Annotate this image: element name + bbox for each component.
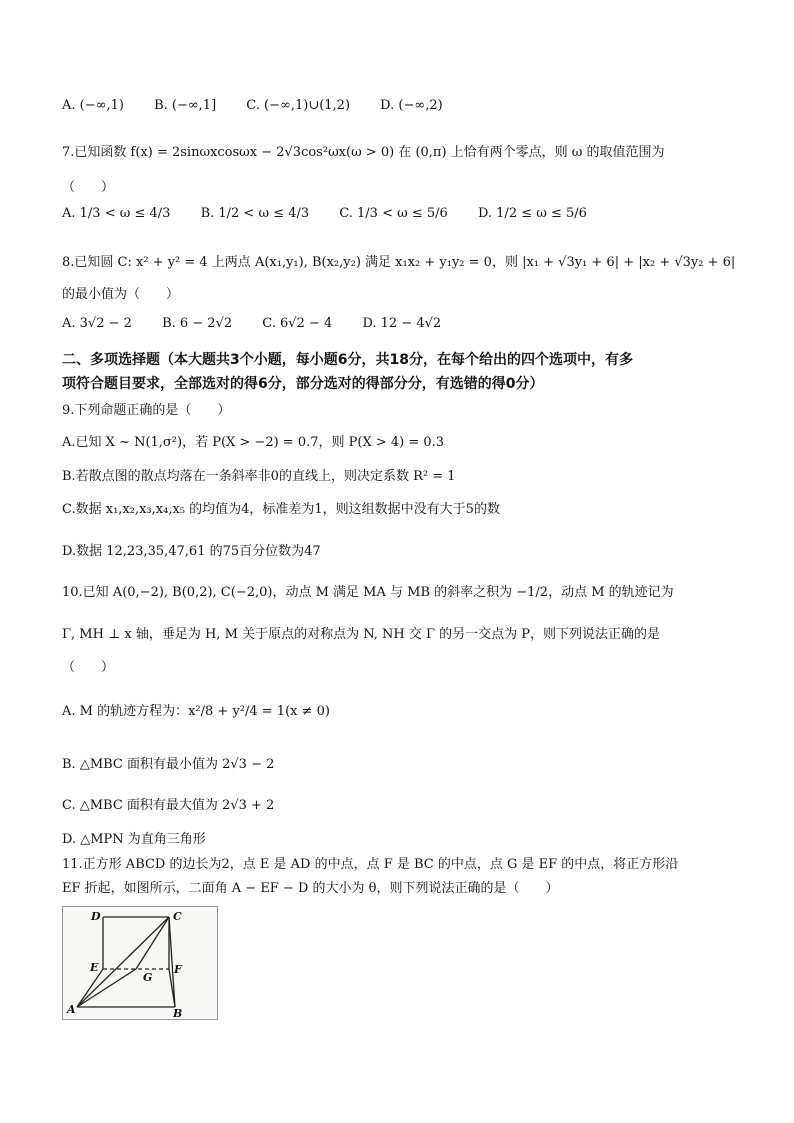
- q7-option-c: C. 1/3 < ω ≤ 5/6: [339, 206, 448, 221]
- q8-stem-2: 的最小值为（ ）: [62, 287, 180, 302]
- q6-options: [62, 98, 469, 113]
- edge-ea: [77, 969, 103, 1007]
- label-b: B: [173, 1007, 183, 1019]
- q7-option-a: A. 1/3 < ω ≤ 4/3: [62, 206, 171, 221]
- q9-option-b: B.若散点图的散点均落在一条斜率非0的直线上，则决定系数 R² = 1: [62, 469, 456, 484]
- q8-option-c: C. 6√2 − 4: [262, 316, 333, 331]
- folded-square-figure: [62, 906, 218, 1020]
- q10-option-b: B. △MBC 面积有最小值为 2√3 − 2: [62, 757, 275, 772]
- q10-stem-2: Γ, MH ⊥ x 轴，垂足为 H, M 关于原点的对称点为 N, NH 交 Γ 的另一交点为 P，则下列说法正确的是: [62, 627, 661, 642]
- label-c: C: [173, 910, 182, 923]
- q9-stem: 9.下列命题正确的是（ ）: [62, 403, 231, 418]
- q9-option-d: D.数据 12,23,35,47,61 的75百分位数为47: [62, 544, 321, 559]
- q8-option-b: B. 6 − 2√2: [162, 316, 233, 331]
- q7-stem: 7.已知函数 f(x) = 2sinωxcosωx − 2√3cos²ωx(ω > 0) 在 (0,π) 上恰有两个零点，则 ω 的取值范围为: [62, 145, 665, 160]
- q6-option-b: B. (−∞,1]: [154, 98, 217, 113]
- q9-option-c: C.数据 x₁,x₂,x₃,x₄,x₅ 的均值为4，标准差为1，则这组数据中没有大于5的数: [62, 502, 500, 517]
- folded-square-diagram: [63, 907, 217, 1019]
- q7-options: [62, 206, 613, 221]
- q7-option-b: B. 1/2 < ω ≤ 4/3: [200, 206, 310, 221]
- q9-option-a: A.已知 X ~ N(1,σ²)，若 P(X > −2) = 0.7，则 P(X > 4) = 0.3: [62, 435, 445, 450]
- q11-stem-2: EF 折起，如图所示，二面角 A − EF − D 的大小为 θ，则下列说法正确的是（ ）: [62, 881, 559, 896]
- q6-option-d: D. (−∞,2): [380, 98, 443, 113]
- edge-gc: [136, 917, 169, 969]
- q10-option-c: C. △MBC 面积有最大值为 2√3 + 2: [62, 798, 275, 813]
- q8-option-a: A. 3√2 − 2: [62, 316, 132, 331]
- q11-stem: 11.正方形 ABCD 的边长为2，点 E 是 AD 的中点，点 F 是 BC 的中点，点 G 是 EF 的中点，将正方形沿: [62, 857, 679, 872]
- label-a: A: [67, 1003, 76, 1016]
- q10-paren: （ ）: [62, 660, 115, 675]
- q8-stem: 8.已知圆 C: x² + y² = 4 上两点 A(x₁,y₁), B(x₂,y₂) 满足 x₁x₂ + y₁y₂ = 0，则 |x₁ + √3y₁ + 6| + |x₂ + √3y₂ + 6|: [62, 255, 736, 270]
- edge-ag: [77, 969, 136, 1007]
- label-g: G: [143, 971, 153, 984]
- section2-heading-line2: 项符合题目要求，全部选对的得6分，部分选对的得部分分，有选错的得0分）: [62, 376, 544, 392]
- label-f: F: [174, 963, 182, 976]
- edge-bc: [169, 917, 175, 1007]
- q10-stem: 10.已知 A(0,−2), B(0,2), C(−2,0)，动点 M 满足 MA 与 MB 的斜率之积为 −1/2，动点 M 的轨迹记为: [62, 585, 674, 600]
- q7-paren: （ ）: [62, 180, 115, 195]
- q10-option-a: A. M 的轨迹方程为：x²/8 + y²/4 = 1(x ≠ 0): [62, 704, 330, 719]
- q8-option-d: D. 12 − 4√2: [362, 316, 442, 331]
- q10-option-d: D. △MPN 为直角三角形: [62, 832, 206, 847]
- q8-options: [62, 316, 467, 331]
- q7-option-d: D. 1/2 ≤ ω ≤ 5/6: [477, 206, 587, 221]
- section2-heading-line1: 二、多项选择题（本大题共3个小题，每小题6分，共18分，在每个给出的四个选项中，有多: [62, 352, 633, 368]
- q6-option-c: C. (−∞,1)∪(1,2): [246, 98, 351, 113]
- label-e: E: [90, 961, 99, 974]
- q6-option-a: A. (−∞,1): [62, 98, 124, 113]
- label-d: D: [91, 910, 101, 923]
